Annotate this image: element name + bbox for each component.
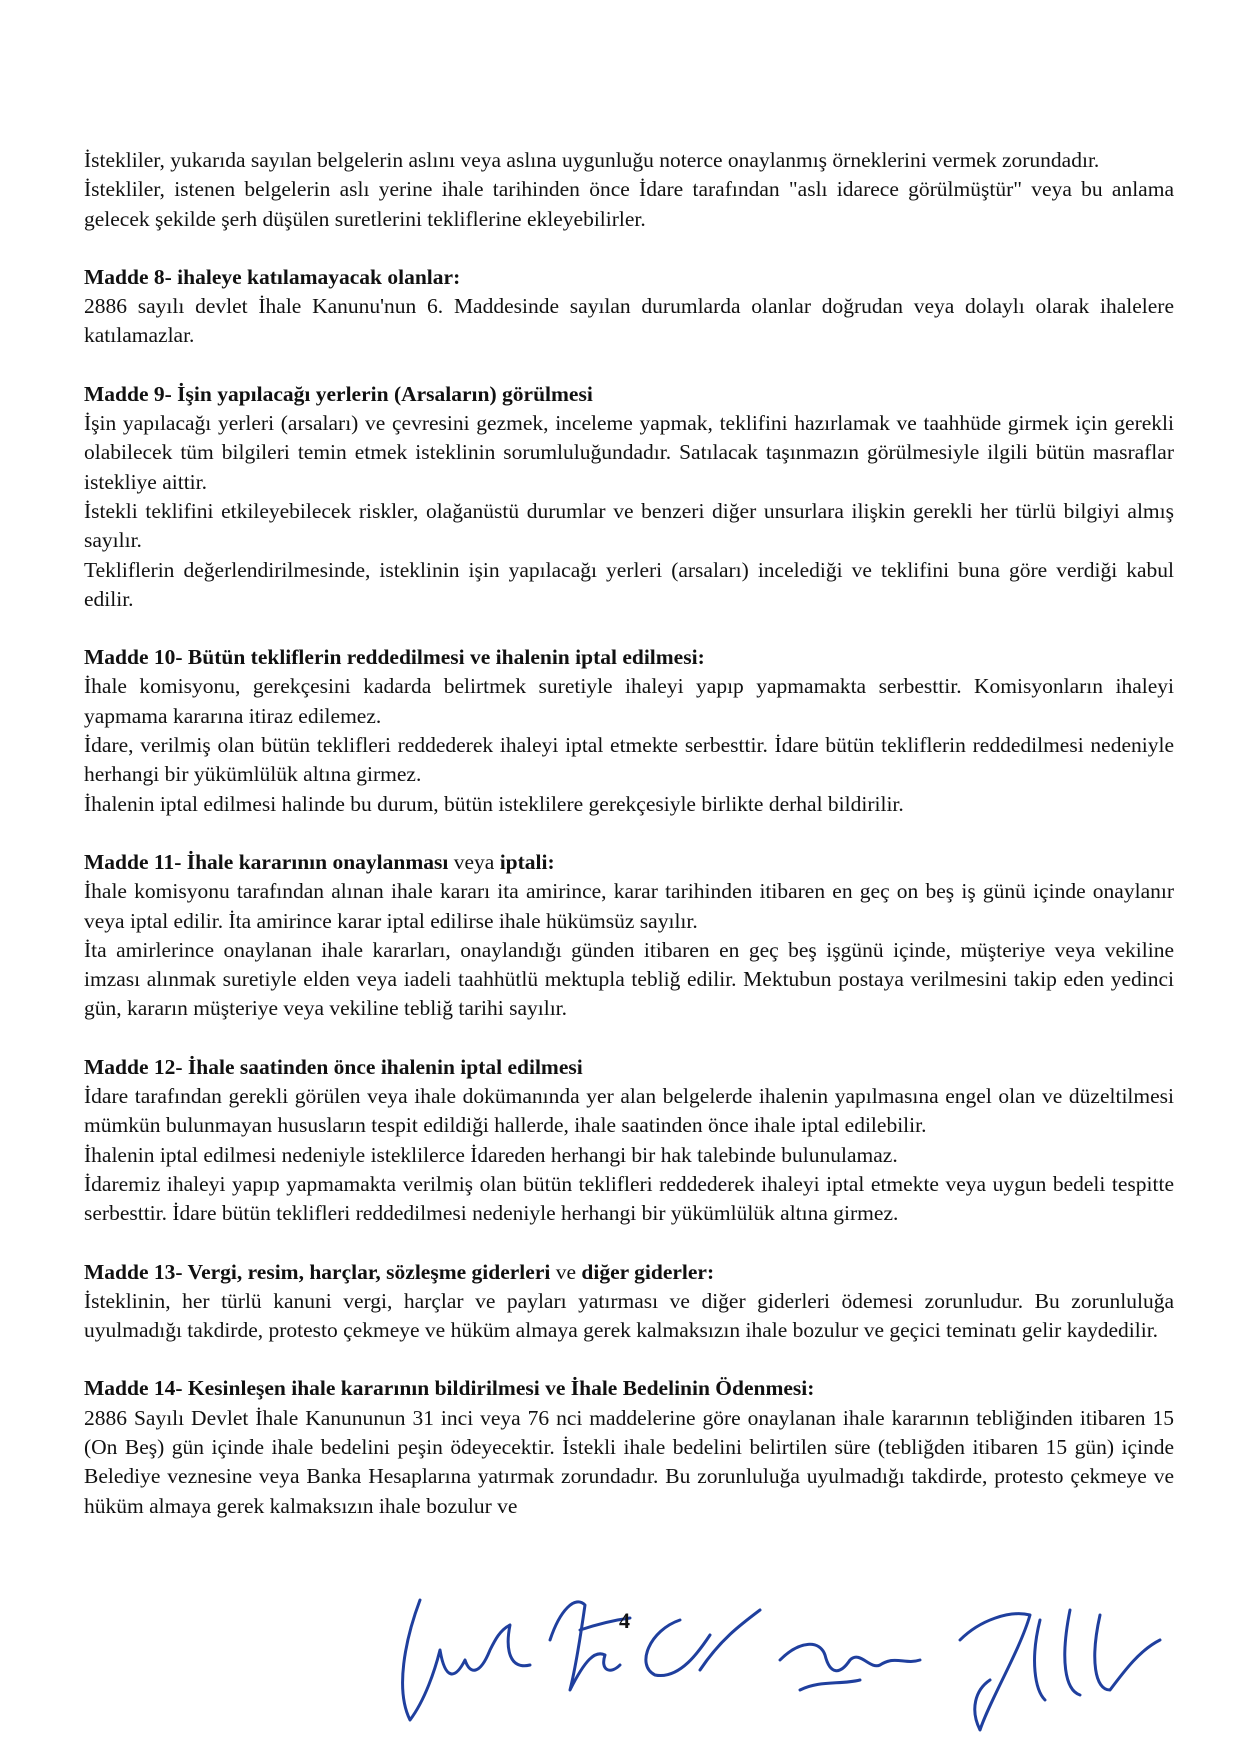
- article-paragraph: İsteklinin, her türlü kanuni vergi, harçlar ve payları yatırması ve diğer giderleri ödemesi zorunludur. Bu zorunluluğa uyulmadığı takdirde, protesto çekmeye ve hüküm almaya gerek kalmaksızın ihale bozulur ve geçici teminatı gelir kaydedilir.: [84, 1288, 1174, 1343]
- article-paragraph: İhale komisyonu, gerekçesini kadarda belirtmek suretiyle ihaleyi yapıp yapmamakta serbesttir. Komisyonların ihaleyi yapmama kararına itiraz edilemez.: [84, 674, 1174, 728]
- article-paragraph: İdare, verilmiş olan bütün teklifleri reddederek ihaleyi iptal etmekte serbesttir. İdare bütün tekliflerin reddedilmesi nedeniyle herhangi bir yükümlülük altına girmez.: [84, 733, 1174, 787]
- article-paragraph: İdare tarafından gerekli görülen veya ihale dokümanında yer alan belgelerde ihalenin yapılmasına engel olan ve düzeltilmesi mümkün bulunmayan hususların tespit edildiği hallerde, ihale saatinden önce ihale iptal edilebilir.: [84, 1084, 1174, 1138]
- signature-5: [960, 1610, 1160, 1730]
- heading-part: Madde 13- Vergi, resim, harçlar, sözleşme giderleri: [84, 1259, 551, 1284]
- signature-2: [550, 1602, 630, 1690]
- article-12: [84, 1053, 1174, 1229]
- article-10: [84, 643, 1174, 819]
- signature-4: [780, 1644, 920, 1690]
- article-paragraph: İşin yapılacağı yerleri (arsaları) ve çevresini gezmek, inceleme yapmak, teklifini hazırlamak ve taahhüde girmek için gerekli olabilecek tüm bilgileri temin etmek isteklinin sorumluluğundadır. Satılacak taşınmazın görülmesiyle ilgili bütün masraflar istekliye aittir.: [84, 411, 1174, 494]
- article-13: [84, 1258, 1174, 1346]
- article-paragraph: İhalenin iptal edilmesi nedeniyle isteklilerce İdareden herhangi bir hak talebinde bulunulamaz.: [84, 1142, 898, 1167]
- article-heading: Madde 9- İşin yapılacağı yerlerin (Arsaların) görülmesi: [84, 381, 593, 406]
- article-heading: Madde 8- ihaleye katılamayacak olanlar:: [84, 264, 461, 289]
- intro-paragraph: İstekliler, yukarıda sayılan belgelerin aslını veya aslına uygunluğu noterce onaylanmış örneklerini vermek zorundadır.: [84, 148, 1100, 172]
- heading-part: Madde 11- İhale kararının onaylanması: [84, 849, 449, 874]
- article-paragraph: İta amirlerince onaylanan ihale kararları, onaylandığı günden itibaren en geç beş işgünü içinde, müşteriye veya vekiline imzası alınmak suretiyle elden veya iadeli taahhütlü mektupla tebliğ edilir. Mektubun postaya verilmesini takip eden yedinci gün, kararın müşteriye veya vekiline tebliğ tarihi sayılır.: [84, 937, 1174, 1021]
- article-heading: [84, 1258, 1174, 1287]
- document-page: [84, 146, 1174, 1521]
- heading-part: diğer giderler:: [581, 1259, 715, 1284]
- intro-section: [84, 146, 1174, 234]
- article-paragraph: İstekli teklifini etkileyebilecek riskler, olağanüstü durumlar ve benzeri diğer unsurlara ilişkin gerekli her türlü bilgiyi almış sayılır.: [84, 498, 1174, 553]
- signature-1: [403, 1600, 530, 1720]
- intro-paragraph: İstekliler, istenen belgelerin aslı yerine ihale tarihinden önce İdare tarafından "aslı idarece görülmüştür" veya bu anlama gelecek şekilde şerh düşülen suretlerini tekliflerine ekleyebilirler.: [84, 177, 1174, 231]
- article-paragraph: 2886 sayılı devlet İhale Kanunu'nun 6. Maddesinde sayılan durumlarda olanlar doğrudan veya dolaylı olarak ihalelere katılamazlar.: [84, 294, 1174, 348]
- article-paragraph: Tekliflerin değerlendirilmesinde, isteklinin işin yapılacağı yerleri (arsaları) incelediği ve teklifini buna göre verdiği kabul edilir.: [84, 557, 1174, 611]
- article-8: [84, 263, 1174, 351]
- article-paragraph: 2886 Sayılı Devlet İhale Kanununun 31 inci veya 76 nci maddelerine göre onaylanan ihale kararının tebliğinden itibaren 15 (On Beş) gün içinde ihale bedelini peşin ödeyecektir. İstekli ihale bedelini belirtilen süre (tebliğden itibaren 15 gün) içinde Belediye veznesine veya Banka Hesaplarına yatırmak zorundadır. Bu zorunluluğa uyulmadığı takdirde, protesto çekmeye ve hüküm almaya gerek kalmaksızın ihale bozulur ve: [84, 1405, 1174, 1518]
- signature-3: [646, 1610, 760, 1676]
- article-heading: Madde 12- İhale saatinden önce ihalenin iptal edilmesi: [84, 1054, 583, 1079]
- page-number: 4: [619, 1608, 630, 1633]
- article-heading: [84, 848, 1174, 877]
- article-paragraph: İhalenin iptal edilmesi halinde bu durum, bütün isteklilere gerekçesiyle birlikte derhal bildirilir.: [84, 791, 904, 816]
- article-14: [84, 1374, 1174, 1520]
- signatures-image: [380, 1580, 1200, 1749]
- article-paragraph: İdaremiz ihaleyi yapıp yapmamakta verilmiş olan bütün teklifleri reddederek ihaleyi iptal etmekte veya uygun bedeli tespitte serbesttir. İdare bütün teklifleri reddedilmesi nedeniyle herhangi bir yükümlülük altına girmez.: [84, 1171, 1174, 1226]
- article-11: [84, 848, 1174, 1024]
- heading-part: iptali:: [499, 849, 555, 874]
- article-heading: Madde 10- Bütün tekliflerin reddedilmesi ve ihalenin iptal edilmesi:: [84, 645, 705, 670]
- heading-part: veya: [448, 849, 500, 874]
- article-9: [84, 380, 1174, 614]
- heading-part: ve: [550, 1259, 582, 1284]
- article-heading: Madde 14- Kesinleşen ihale kararının bildirilmesi ve İhale Bedelinin Ödenmesi:: [84, 1376, 815, 1401]
- article-paragraph: İhale komisyonu tarafından alınan ihale kararı ita amirince, karar tarihinden itibaren en geç on beş iş günü içinde onaylanır veya iptal edilir. İta amirince karar iptal edilirse ihale hükümsüz sayılır.: [84, 879, 1174, 933]
